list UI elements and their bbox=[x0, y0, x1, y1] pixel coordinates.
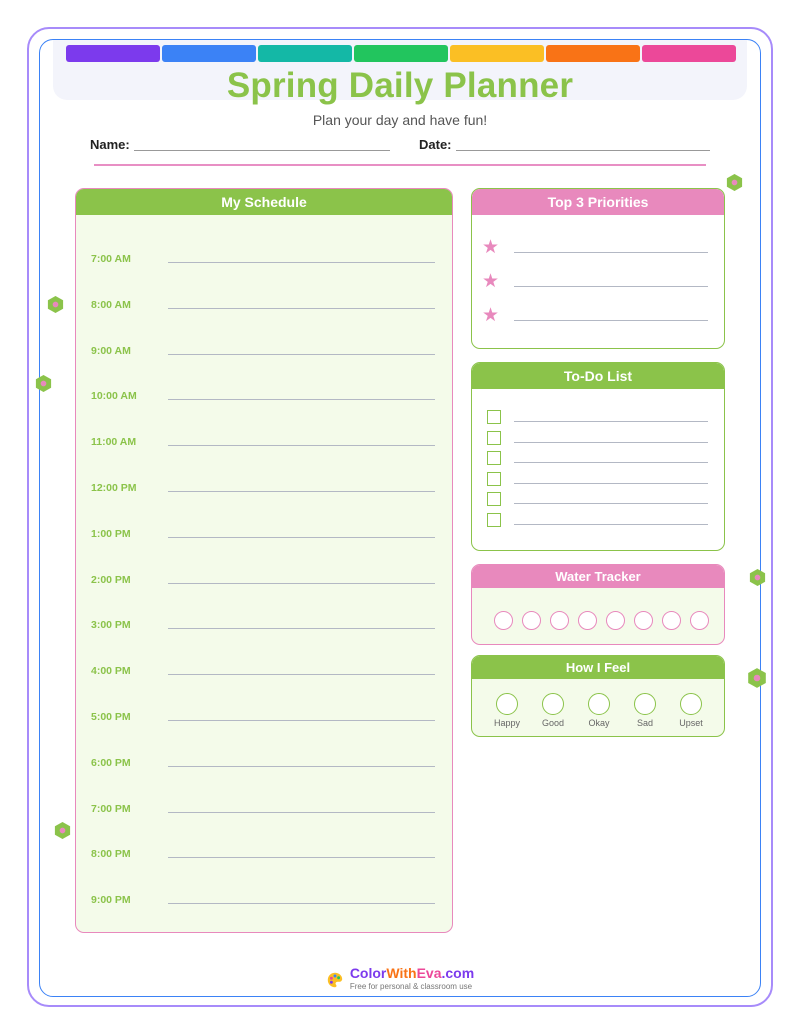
schedule-line[interactable] bbox=[168, 812, 435, 813]
todo-line[interactable] bbox=[514, 524, 708, 525]
schedule-line[interactable] bbox=[168, 857, 435, 858]
checkbox-icon[interactable] bbox=[487, 472, 501, 486]
priority-line[interactable] bbox=[514, 252, 708, 253]
flower-icon bbox=[725, 173, 744, 192]
schedule-line[interactable] bbox=[168, 674, 435, 675]
schedule-time: 1:00 PM bbox=[91, 527, 131, 540]
priority-line[interactable] bbox=[514, 286, 708, 287]
name-field[interactable] bbox=[134, 150, 390, 151]
checkbox-icon[interactable] bbox=[487, 451, 501, 465]
schedule-time: 8:00 PM bbox=[91, 848, 131, 861]
flower-icon bbox=[53, 821, 72, 840]
schedule-line[interactable] bbox=[168, 491, 435, 492]
schedule-row[interactable] bbox=[76, 665, 452, 685]
schedule-time: 9:00 AM bbox=[91, 344, 131, 357]
todo-title: To-Do List bbox=[472, 363, 724, 389]
mood-circle-icon[interactable] bbox=[496, 693, 518, 715]
checkbox-icon[interactable] bbox=[487, 513, 501, 527]
todo-line[interactable] bbox=[514, 503, 708, 504]
color-bar-segment bbox=[642, 45, 736, 62]
priority-row[interactable] bbox=[482, 307, 712, 327]
date-label: Date: bbox=[419, 137, 452, 152]
mood-circle-icon[interactable] bbox=[542, 693, 564, 715]
schedule-time: 11:00 AM bbox=[91, 436, 137, 449]
flower-icon bbox=[46, 295, 65, 314]
water-circle-icon[interactable] bbox=[662, 611, 681, 630]
checkbox-icon[interactable] bbox=[487, 431, 501, 445]
checkbox-icon[interactable] bbox=[487, 410, 501, 424]
schedule-time: 3:00 PM bbox=[91, 619, 131, 632]
water-circle-icon[interactable] bbox=[634, 611, 653, 630]
water-circle-icon[interactable] bbox=[606, 611, 625, 630]
flower-icon bbox=[34, 374, 53, 393]
page-title: Spring Daily Planner bbox=[226, 66, 574, 105]
feel-title: How I Feel bbox=[472, 656, 724, 679]
mood-label: Okay bbox=[588, 718, 610, 728]
star-icon: ★ bbox=[482, 305, 500, 326]
schedule-time: 8:00 AM bbox=[91, 298, 131, 311]
schedule-time: 4:00 PM bbox=[91, 665, 131, 678]
schedule-row[interactable] bbox=[76, 894, 452, 914]
footer bbox=[0, 966, 800, 994]
checkbox-icon[interactable] bbox=[487, 492, 501, 506]
todo-item[interactable] bbox=[487, 492, 709, 508]
color-bar-segment bbox=[258, 45, 352, 62]
priority-row[interactable] bbox=[482, 273, 712, 293]
water-circle-icon[interactable] bbox=[550, 611, 569, 630]
brand[interactable] bbox=[326, 966, 474, 994]
star-icon: ★ bbox=[482, 237, 500, 258]
date-field[interactable] bbox=[456, 150, 710, 151]
flower-icon bbox=[748, 568, 767, 587]
todo-item[interactable] bbox=[487, 410, 709, 426]
schedule-line[interactable] bbox=[168, 720, 435, 721]
mood-circle-icon[interactable] bbox=[680, 693, 702, 715]
schedule-time: 10:00 AM bbox=[91, 390, 137, 403]
water-title: Water Tracker bbox=[472, 565, 724, 588]
schedule-row[interactable] bbox=[76, 574, 452, 594]
schedule-time: 6:00 PM bbox=[91, 756, 131, 769]
mood-label: Sad bbox=[636, 718, 653, 728]
star-icon: ★ bbox=[482, 271, 500, 292]
water-card bbox=[471, 564, 725, 645]
brand-tagline: Free for personal & classroom use bbox=[349, 982, 473, 991]
schedule-line[interactable] bbox=[168, 766, 435, 767]
water-circle-icon[interactable] bbox=[522, 611, 541, 630]
schedule-line[interactable] bbox=[168, 628, 435, 629]
schedule-time: 9:00 PM bbox=[91, 894, 131, 907]
priorities-title: Top 3 Priorities bbox=[472, 189, 724, 215]
schedule-row[interactable] bbox=[76, 482, 452, 502]
mood-label: Good bbox=[541, 718, 565, 728]
priorities-card bbox=[471, 188, 725, 349]
schedule-time: 12:00 PM bbox=[91, 482, 137, 494]
priority-row[interactable] bbox=[482, 239, 712, 259]
schedule-row[interactable] bbox=[76, 390, 452, 410]
todo-item[interactable] bbox=[487, 472, 709, 488]
todo-item[interactable] bbox=[487, 431, 709, 447]
schedule-line[interactable] bbox=[168, 903, 435, 904]
paint-palette-icon bbox=[326, 971, 344, 989]
divider bbox=[94, 164, 706, 166]
mood-label: Happy bbox=[493, 718, 520, 728]
schedule-title: My Schedule bbox=[76, 189, 452, 215]
mood-circle-icon[interactable] bbox=[588, 693, 610, 715]
todo-item[interactable] bbox=[487, 513, 709, 529]
mood-option[interactable] bbox=[668, 693, 714, 728]
color-bar-segment bbox=[66, 45, 160, 62]
schedule-line[interactable] bbox=[168, 445, 435, 446]
todo-line[interactable] bbox=[514, 442, 708, 443]
water-circle-icon[interactable] bbox=[690, 611, 709, 630]
schedule-line[interactable] bbox=[168, 262, 435, 263]
color-bar-segment bbox=[450, 45, 544, 62]
feel-card bbox=[471, 655, 725, 737]
schedule-time: 7:00 PM bbox=[91, 802, 131, 815]
schedule-line[interactable] bbox=[168, 308, 435, 309]
color-bar-segment bbox=[354, 45, 448, 62]
schedule-row[interactable] bbox=[76, 803, 452, 823]
schedule-line[interactable] bbox=[168, 583, 435, 584]
mood-label: Upset bbox=[679, 718, 703, 728]
flower-icon bbox=[746, 667, 768, 689]
schedule-row[interactable] bbox=[76, 299, 452, 319]
mood-option[interactable] bbox=[622, 693, 668, 728]
schedule-line[interactable] bbox=[168, 537, 435, 538]
todo-line[interactable] bbox=[514, 462, 708, 463]
schedule-row[interactable] bbox=[76, 436, 452, 456]
water-circle-icon[interactable] bbox=[494, 611, 513, 630]
water-circle-icon[interactable] bbox=[578, 611, 597, 630]
schedule-row[interactable] bbox=[76, 528, 452, 548]
color-bar-segment bbox=[162, 45, 256, 62]
name-label: Name: bbox=[90, 137, 130, 152]
schedule-row[interactable] bbox=[76, 711, 452, 731]
color-bar-segment bbox=[546, 45, 640, 62]
schedule-time: 5:00 PM bbox=[91, 711, 131, 723]
schedule-row[interactable] bbox=[76, 619, 452, 639]
mood-circle-icon[interactable] bbox=[634, 693, 656, 715]
page-subtitle: Plan your day and have fun! bbox=[312, 112, 488, 128]
mood-option[interactable] bbox=[576, 693, 622, 728]
schedule-row[interactable] bbox=[76, 345, 452, 365]
schedule-time: 7:00 AM bbox=[91, 253, 131, 265]
todo-item[interactable] bbox=[487, 451, 709, 467]
todo-line[interactable] bbox=[514, 421, 708, 422]
schedule-time: 2:00 PM bbox=[91, 573, 131, 586]
mood-option[interactable] bbox=[530, 693, 576, 728]
schedule-line[interactable] bbox=[168, 354, 435, 355]
mood-option[interactable] bbox=[484, 693, 530, 728]
schedule-row[interactable] bbox=[76, 848, 452, 868]
todo-card bbox=[471, 362, 725, 551]
schedule-card bbox=[75, 188, 453, 933]
schedule-row[interactable] bbox=[76, 253, 452, 273]
color-bar bbox=[66, 45, 736, 62]
schedule-line[interactable] bbox=[168, 399, 435, 400]
brand-name: ColorWithEva.com bbox=[349, 965, 475, 981]
priority-line[interactable] bbox=[514, 320, 708, 321]
todo-line[interactable] bbox=[514, 483, 708, 484]
schedule-row[interactable] bbox=[76, 757, 452, 777]
